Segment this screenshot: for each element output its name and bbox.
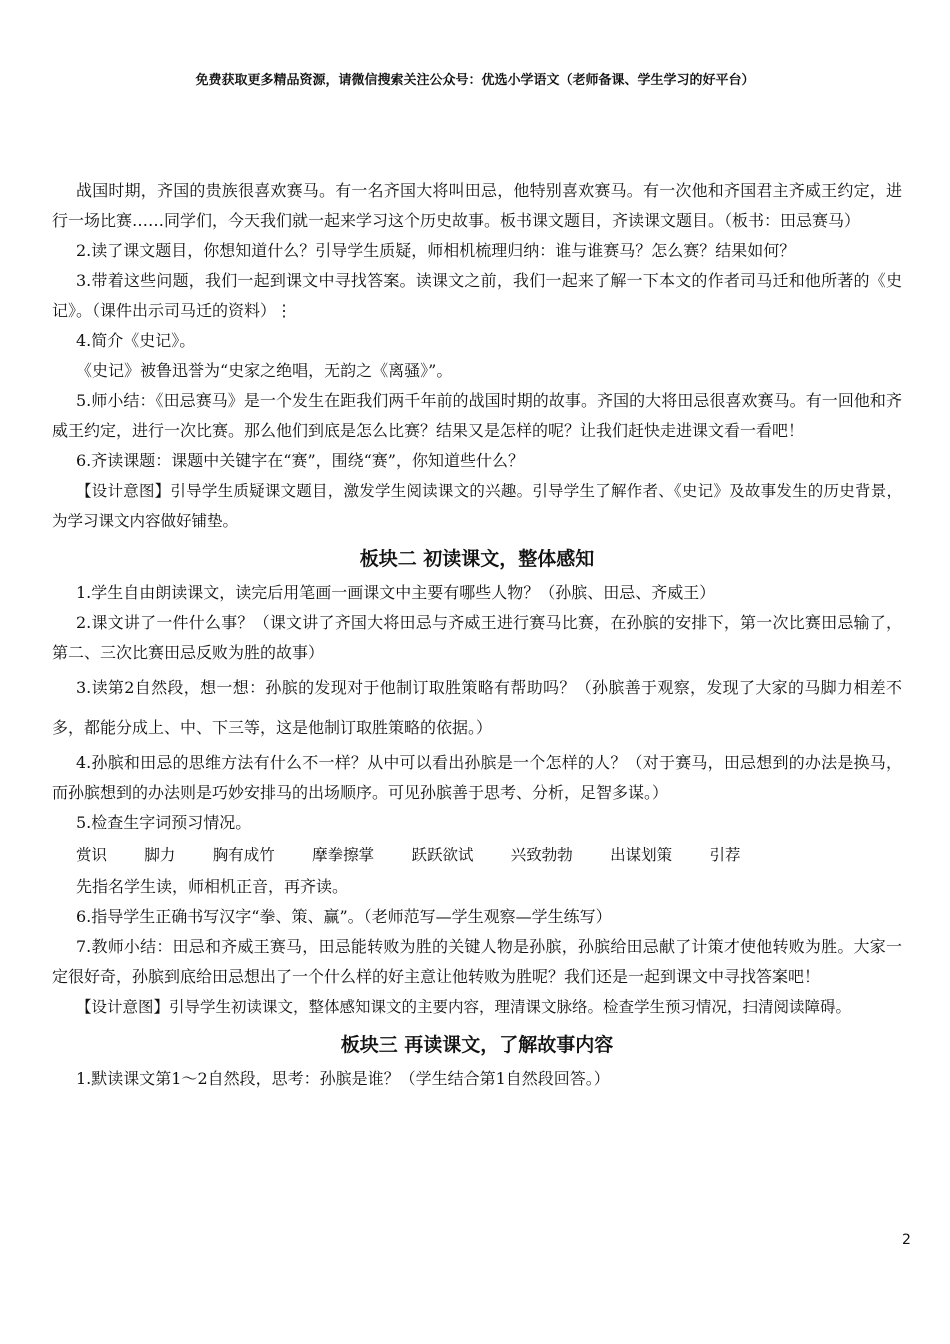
section-title: 板块三 再读课文，了解故事内容 xyxy=(340,1034,614,1056)
paragraph: 1.默读课文第1～2自然段，思考：孙膑是谁？（学生结合第1自然段回答。） xyxy=(76,1069,610,1088)
section-title: 板块二 初读课文，整体感知 xyxy=(359,548,595,570)
paragraph: 5.检查生字词预习情况。 xyxy=(76,813,252,832)
document-body xyxy=(52,176,902,1094)
design-intent-paragraph: 【设计意图】引导学生质疑课文题目，激发学生阅读课文的兴趣。引导学生了解作者、《史记》及故事发生的历史背景，为学习课文内容做好铺垫。 xyxy=(52,482,902,530)
vocab-word: 脚力 xyxy=(144,846,176,864)
paragraph: 7.教师小结：田忌和齐威王赛马，田忌能转败为胜的关键人物是孙膑，孙膑给田忌献了计策才使他转败为胜。大家一定很好奇，孙膑到底给田忌想出了一个什么样的好主意让他转败为胜呢？我们还是一起到课文中寻找答案吧！ xyxy=(52,937,902,986)
paragraph: 5.师小结：《田忌赛马》是一个发生在距我们两千年前的战国时期的故事。齐国的大将田忌很喜欢赛马。有一回他和齐威王约定，进行一次比赛。那么他们到底是怎么比赛？结果又是怎样的呢？让我们赶快走进课文看一看吧！ xyxy=(52,391,902,440)
vocab-word: 跃跃欲试 xyxy=(411,846,474,864)
paragraph: 3.带着这些问题，我们一起到课文中寻找答案。读课文之前，我们一起来了解一下本文的作者司马迁和他所著的《史记》。（课件出示司马迁的资料）⋮ xyxy=(52,271,902,320)
design-intent-paragraph: 【设计意图】引导学生初读课文，整体感知课文的主要内容，理清课文脉络。检查学生预习情况，扫清阅读障碍。 xyxy=(76,998,852,1016)
vocab-word: 兴致勃勃 xyxy=(510,846,573,864)
paragraph: 6.指导学生正确书写汉字“拳、策、赢”。（老师范写—学生观察—学生练写） xyxy=(76,907,612,926)
page-number: 2 xyxy=(902,1232,911,1248)
paragraph: 6.齐读课题：课题中关键字在“赛”，围绕“赛”，你知道些什么？ xyxy=(76,451,524,470)
paragraph: 先指名学生读，师相机正音，再齐读。 xyxy=(76,877,349,896)
paragraph: 2.读了课文题目，你想知道什么？引导学生质疑，师相机梳理归纳：谁与谁赛马？怎么赛？结果如何？ xyxy=(76,241,796,260)
paragraph: 2.课文讲了一件什么事？（课文讲了齐国大将田忌与齐威王进行赛马比赛，在孙膑的安排下，第一次比赛田忌输了，第二、三次比赛田忌反败为胜的故事） xyxy=(52,613,902,662)
vocabulary-list xyxy=(52,838,902,872)
paragraph: 《史记》被鲁迅誉为“史家之绝唱，无韵之《离骚》”。 xyxy=(76,361,453,380)
paragraph: 4.孙膑和田忌的思维方法有什么不一样？从中可以看出孙膑是一个怎样的人？（对于赛马，田忌想到的办法是换马，而孙膑想到的办法则是巧妙安排马的出场顺序。可见孙膑善于思考、分析，足智多谋。） xyxy=(52,753,902,802)
vocab-word: 引荐 xyxy=(709,846,741,864)
vocab-word: 赏识 xyxy=(76,846,108,864)
paragraph: 战国时期，齐国的贵族很喜欢赛马。有一名齐国大将叫田忌，他特别喜欢赛马。有一次他和齐国君主齐威王约定，进行一场比赛……同学们，今天我们就一起来学习这个历史故事。板书课文题目，齐读课文题目。（板书：田忌赛马） xyxy=(52,181,902,230)
vocab-word: 出谋划策 xyxy=(610,846,673,864)
paragraph: 4.简介《史记》。 xyxy=(76,331,196,350)
paragraph: 1.学生自由朗读课文，读完后用笔画一画课文中主要有哪些人物？（孙膑、田忌、齐威王） xyxy=(76,583,716,602)
vocab-word: 摩拳擦掌 xyxy=(312,846,375,864)
paragraph: 3.读第2自然段，想一想：孙膑的发现对于他制订取胜策略有帮助吗？（孙膑善于观察，发现了大家的马脚力相差不多，都能分成上、中、下三等，这是他制订取胜策略的依据。） xyxy=(52,678,902,737)
vocab-word: 胸有成竹 xyxy=(212,846,275,864)
page-header: 免费获取更多精品资源，请微信搜索关注公众号：优选小学语文（老师备课、学生学习的好平台） xyxy=(195,73,755,88)
